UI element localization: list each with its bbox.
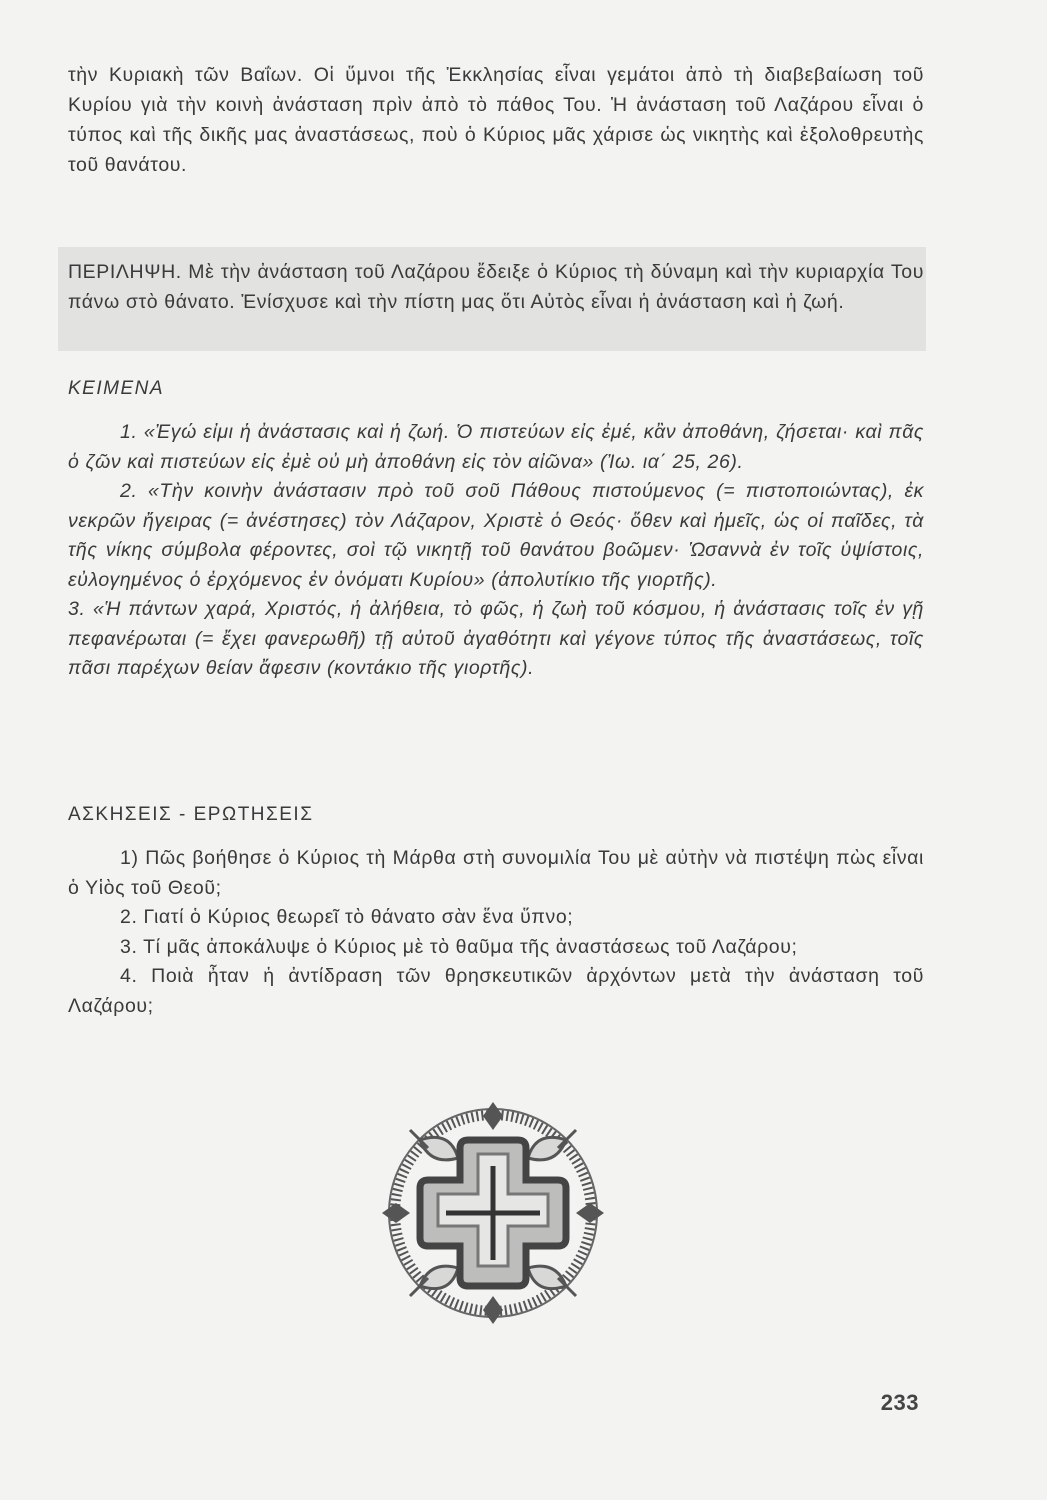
question-item-1: 1) Πῶς βοήθησε ὁ Κύριος τὴ Μάρθα στὴ συνομιλία Του μὲ αὐτὴν νὰ πιστέψη πὼς εἶναι ὁ Υἱὸς τοῦ Θεοῦ; bbox=[68, 847, 924, 899]
question-item-3: 3. Τί μᾶς ἀποκάλυψε ὁ Κύριος μὲ τὸ θαῦμα τῆς ἀναστάσεως τοῦ Λαζάρου; bbox=[120, 935, 798, 958]
question-item-2: 2. Γιατί ὁ Κύριος θεωρεῖ τὸ θάνατο σὰν ἕνα ὕπνο; bbox=[120, 906, 574, 928]
texts-list bbox=[68, 418, 924, 684]
text-item-3: 3. «Ἡ πάντων χαρά, Χριστός, ἡ ἀλήθεια, τὸ φῶς, ἡ ζωὴ τοῦ κόσμου, ἡ ἀνάστασις τοῖς ἐν γῇ πεφανέρωται (= ἔχει φανερωθῆ) τῇ αὐτοῦ ἀγαθότητι καὶ γέγονε τύπος τῆς ἀναστάσεως, τοῖς πᾶσι παρέχων θείαν ἄφεσιν (κοντάκιο τῆς γιορτῆς). bbox=[68, 598, 924, 679]
text-item-2: 2. «Τὴν κοινὴν ἀνάστασιν πρὸ τοῦ σοῦ Πάθους πιστούμενος (= πιστοποιώντας), ἐκ νεκρῶν ἤγειρας (= ἀνέστησες) τὸν Λάζαρον, Χριστὲ ὁ Θεός· ὅθεν καὶ ἡμεῖς, ὡς οἱ παῖδες, τὰ τῆς νίκης σύμβολα φέροντες, σοὶ τῷ νικητῇ τοῦ θανάτου βοῶμεν· Ὡσαννὰ ἐν τοῖς ὑψίστοις, εὐλογημένος ὁ ἐρχόμενος ἐν ὀνόματι Κυρίου» (ἀπολυτίκιο τῆς γιορτῆς). bbox=[68, 480, 924, 591]
page-number: 233 bbox=[880, 1390, 919, 1415]
cross-ornament-icon bbox=[380, 1100, 606, 1326]
questions-list bbox=[68, 844, 924, 1021]
summary-paragraph: ΠΕΡΙΛΗΨΗ. Μὲ τὴν ἀνάσταση τοῦ Λαζάρου ἔδειξε ὁ Κύριος τὴ δύναμη καὶ τὴν κυριαρχία Του πάνω στὸ θάνατο. Ἐνίσχυσε καὶ τὴν πίστη μας ὅτι Αὐτὸς εἶναι ἡ ἀνάσταση καὶ ἡ ζωή. bbox=[68, 261, 924, 313]
texts-heading: ΚΕΙΜΕΝΑ bbox=[68, 378, 165, 399]
questions-heading: ΑΣΚΗΣΕΙΣ - ΕΡΩΤΗΣΕΙΣ bbox=[68, 804, 314, 825]
intro-paragraph: τὴν Κυριακὴ τῶν Βαΐων. Οἱ ὕμνοι τῆς Ἐκκλησίας εἶναι γεμάτοι ἀπὸ τὴ διαβεβαίωση τοῦ Κυρίου γιὰ τὴν κοινὴ ἀνάσταση πρὶν ἀπὸ τὸ πάθος Του. Ἡ ἀνάσταση τοῦ Λαζάρου εἶναι ὁ τύπος καὶ τῆς δικῆς μας ἀναστάσεως, ποὺ ὁ Κύριος μᾶς χάρισε ὡς νικητὴς καὶ ἐξολοθρευτὴς τοῦ θανάτου. bbox=[68, 64, 924, 176]
question-item-4: 4. Ποιὰ ἦταν ἡ ἀντίδραση τῶν θρησκευτικῶν ἀρχόντων μετὰ τὴν ἀνάσταση τοῦ Λαζάρου; bbox=[68, 965, 924, 1017]
text-item-1: 1. «Ἐγώ εἰμι ἡ ἀνάστασις καὶ ἡ ζωή. Ὁ πιστεύων εἰς ἐμέ, κἂν ἀποθάνη, ζήσεται· καὶ πᾶς ὁ ζῶν καὶ πιστεύων εἰς ἐμὲ οὐ μὴ ἀποθάνη εἰς τὸν αἰῶνα» (Ἰω. ια΄ 25, 26). bbox=[68, 421, 924, 473]
